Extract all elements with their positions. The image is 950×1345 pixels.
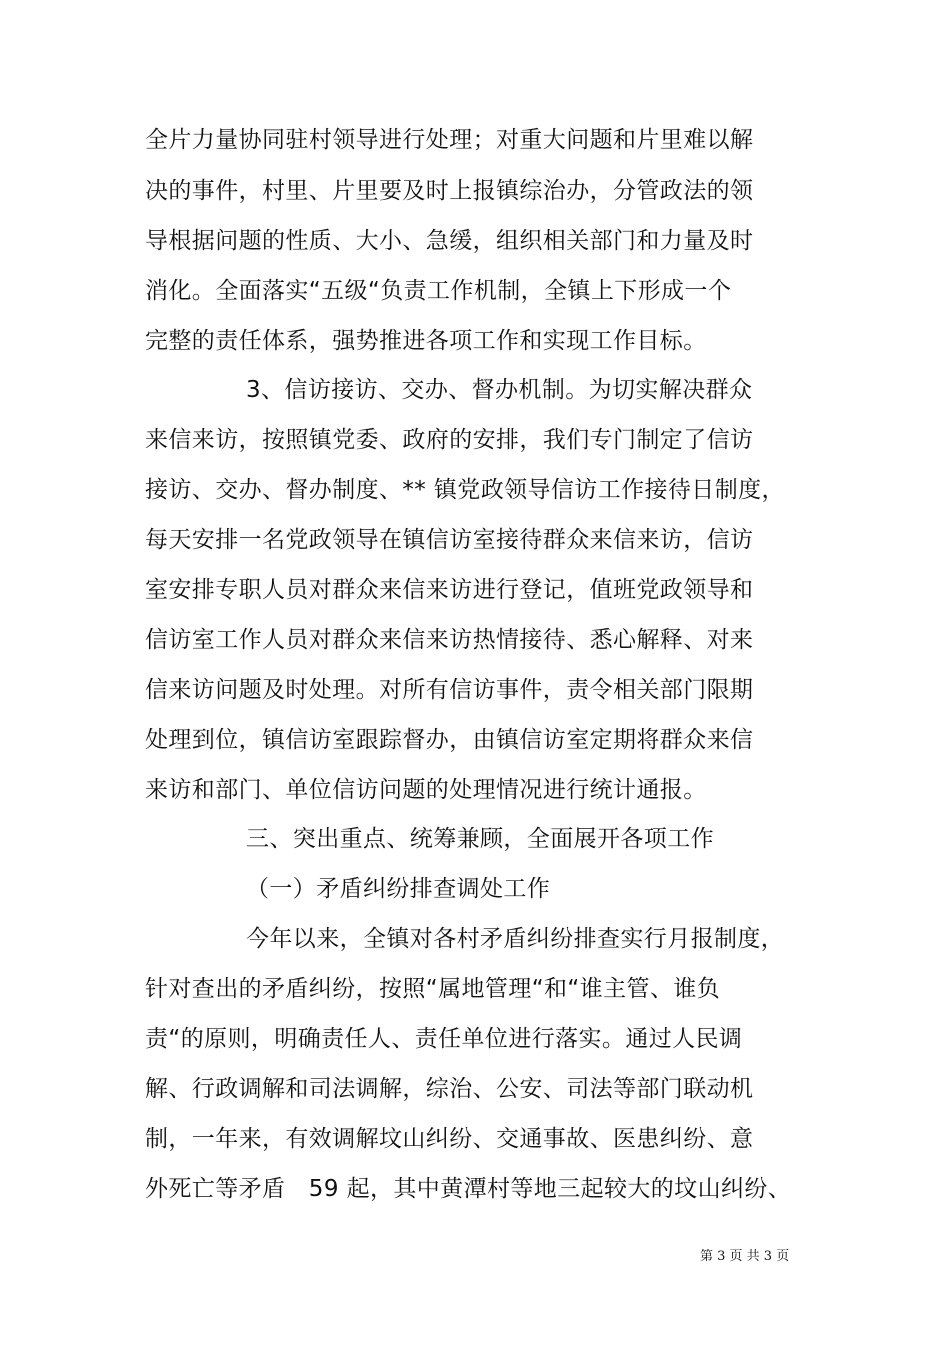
page-number-footer: 第 3 页 共 3 页 — [700, 1249, 790, 1264]
body-text-line: 解、行政调解和司法调解，综治、公安、司法等部门联动机 — [145, 1076, 754, 1102]
body-text-line: 消化。全面落实“五级“负责工作机制，全镇上下形成一个 — [145, 278, 732, 304]
body-text-line: 完整的责任体系，强势推进各项工作和实现工作目标。 — [145, 328, 707, 354]
body-text-line: 决的事件，村里、片里要及时上报镇综治办，分管政法的领 — [145, 178, 754, 204]
body-text-line: 信来访问题及时处理。对所有信访事件，责令相关部门限期 — [145, 677, 754, 703]
body-text-line: 制，一年来，有效调解坟山纠纷、交通事故、医患纠纷、意 — [145, 1126, 754, 1152]
body-text-line: 室安排专职人员对群众来信来访进行登记，值班党政领导和 — [145, 577, 754, 603]
section-heading: 三、突出重点、统筹兼顾，全面展开各项工作 — [246, 826, 714, 852]
body-text-line: 处理到位，镇信访室跟踪督办，由镇信访室定期将群众来信 — [145, 727, 754, 753]
paragraph-start-line: 3、信访接访、交办、督办机制。为切实解决群众 — [246, 377, 753, 403]
body-text-line: 每天安排一名党政领导在镇信访室接待群众来信来访，信访 — [145, 527, 754, 553]
body-text-line: 来访和部门、单位信访问题的处理情况进行统计通报。 — [145, 777, 707, 803]
body-text-line: 责“的原则，明确责任人、责任单位进行落实。通过人民调 — [145, 1026, 743, 1052]
body-text-line: 针对查出的矛盾纠纷，按照“属地管理“和“谁主管、谁负 — [145, 976, 721, 1002]
body-text-line: 导根据问题的性质、大小、急缓，组织相关部门和力量及时 — [145, 228, 754, 254]
body-text-line: 接访、交办、督办制度、** 镇党政领导信访工作接待日制度， — [145, 477, 785, 503]
body-text-line: 来信来访，按照镇党委、政府的安排，我们专门制定了信访 — [145, 427, 754, 453]
body-text-line: 全片力量协同驻村领导进行处理；对重大问题和片里难以解 — [145, 127, 754, 153]
body-text-line: 信访室工作人员对群众来信来访热情接待、悉心解释、对来 — [145, 627, 754, 653]
paragraph-start-line: 今年以来，全镇对各村矛盾纠纷排查实行月报制度， — [246, 926, 785, 952]
subsection-heading: （一）矛盾纠纷排查调处工作 — [246, 876, 551, 902]
body-text-line: 外死亡等矛盾 59 起，其中黄潭村等地三起较大的坟山纠纷、 — [145, 1176, 792, 1202]
